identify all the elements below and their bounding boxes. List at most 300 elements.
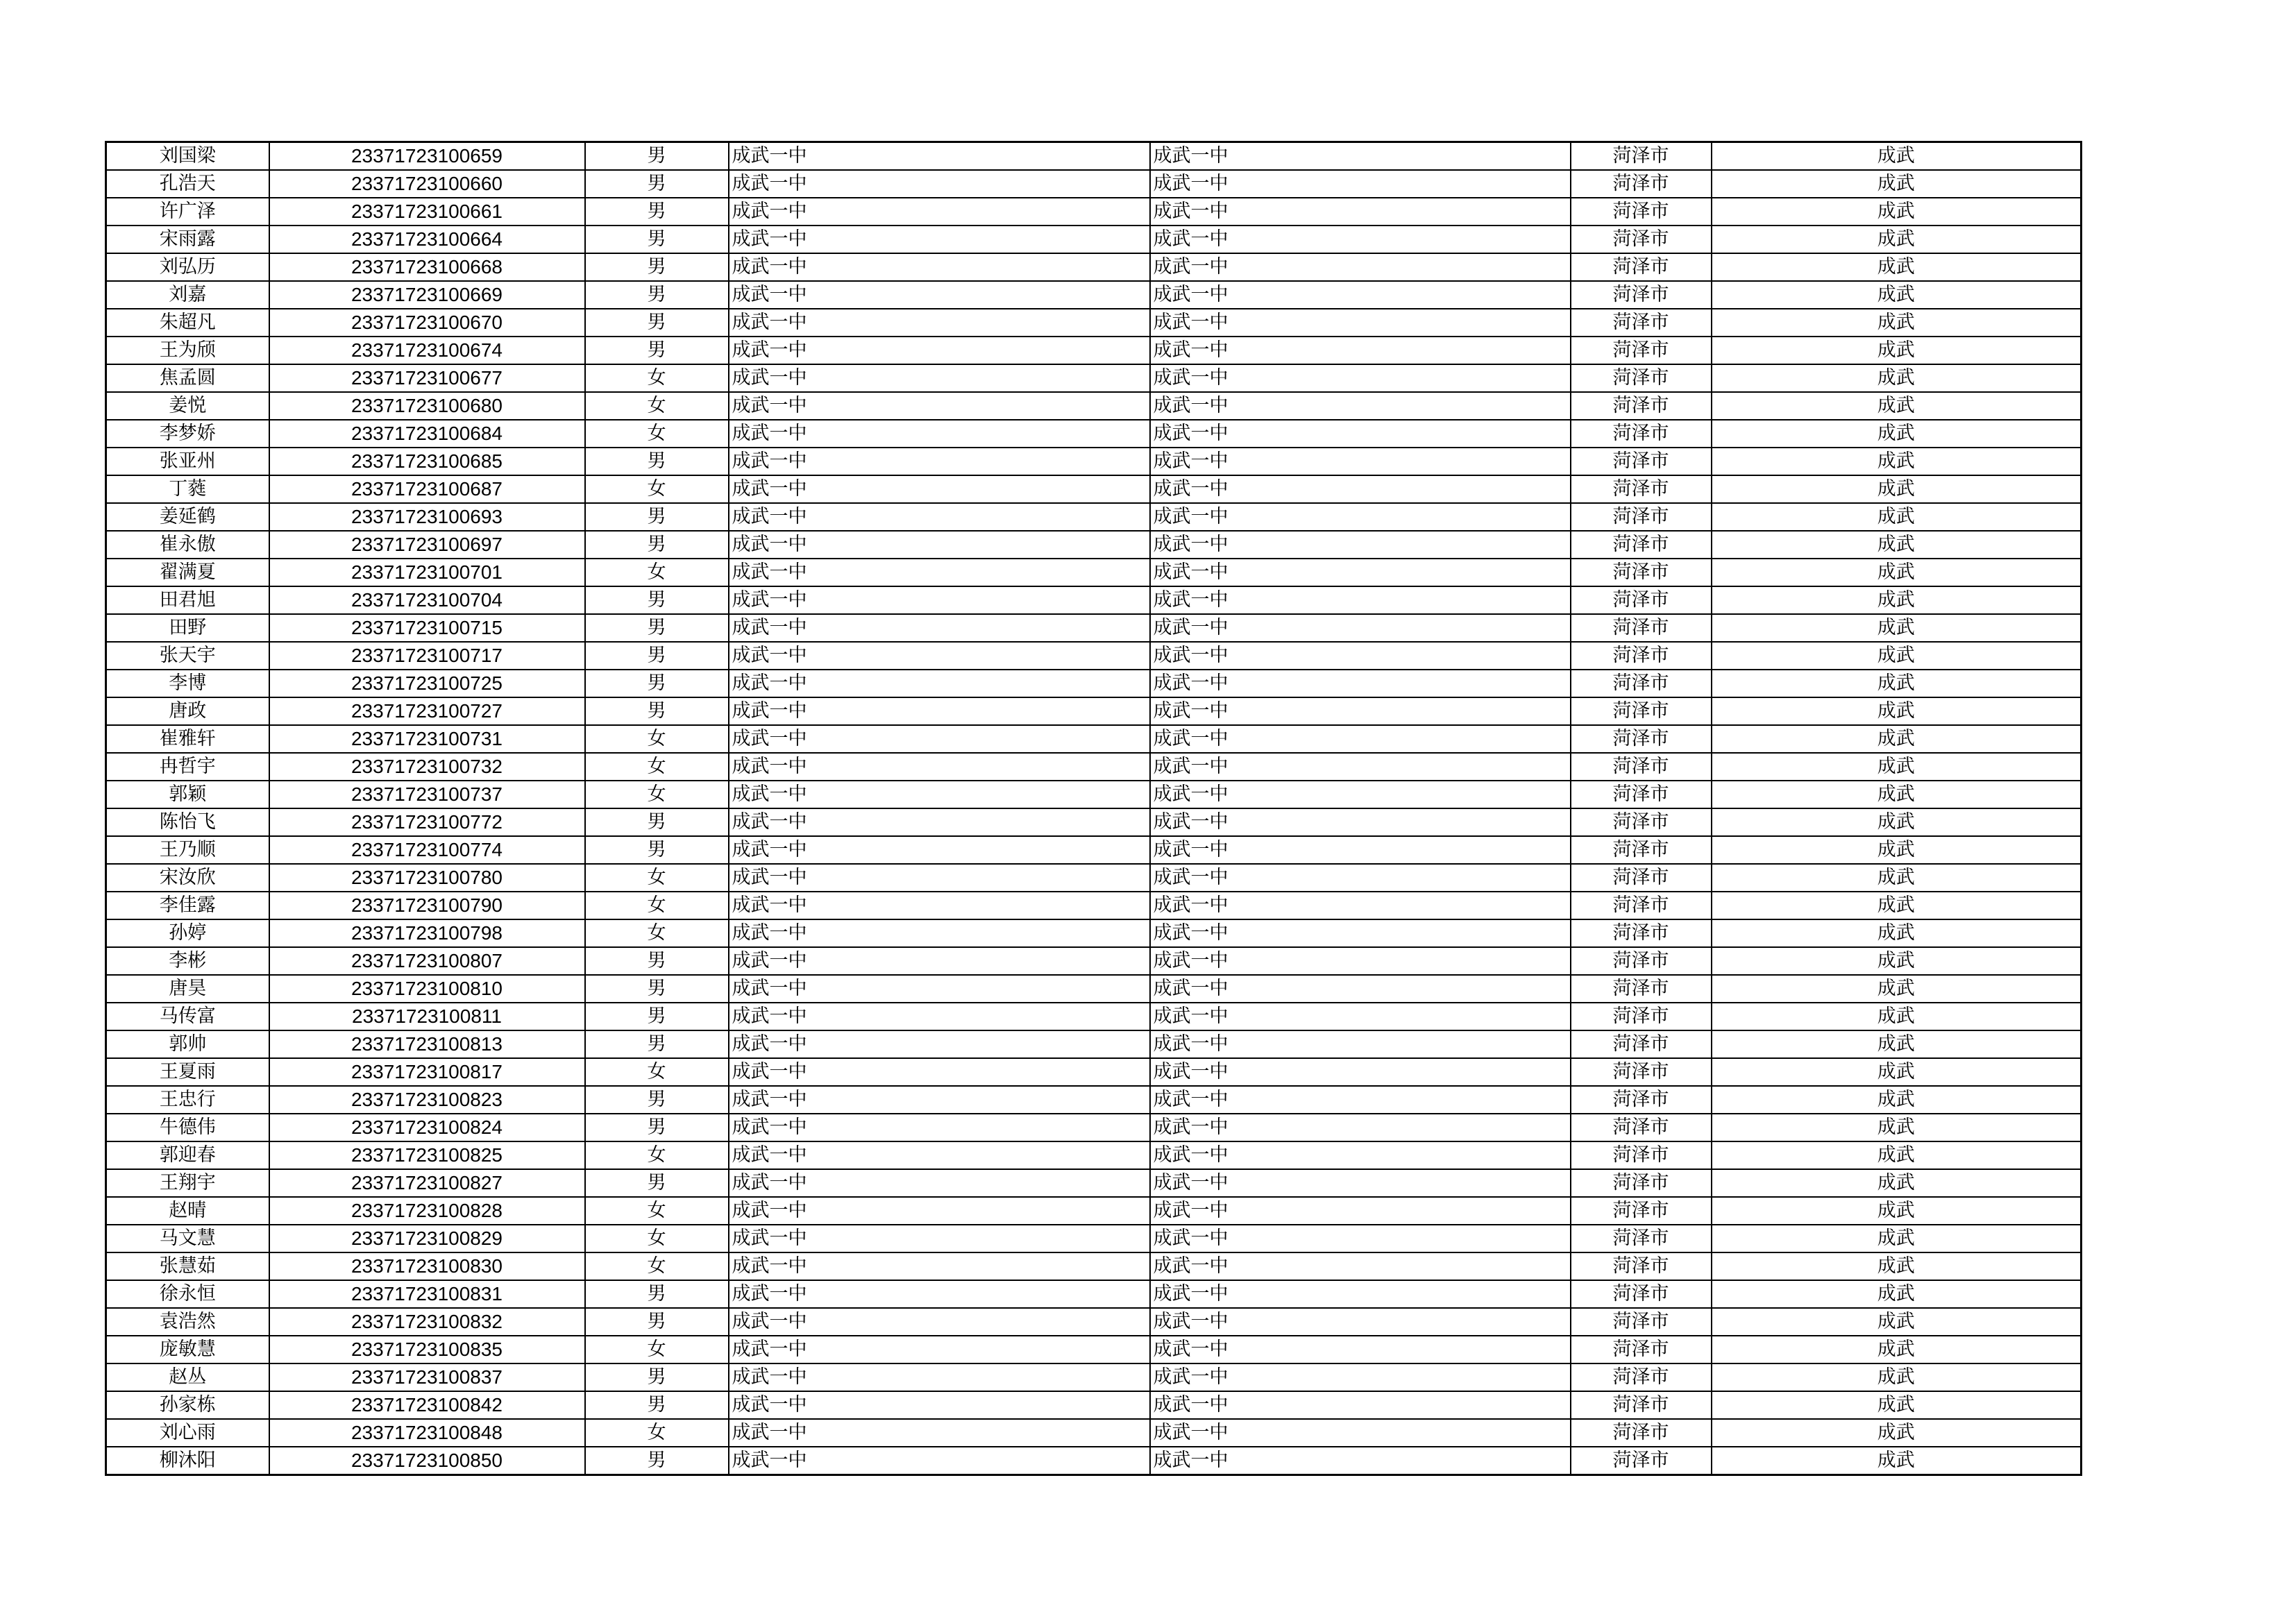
cell-school: 成武一中 — [729, 1114, 1150, 1141]
cell-county: 成武 — [1712, 1058, 2082, 1086]
cell-city: 菏泽市 — [1571, 337, 1712, 364]
cell-city: 菏泽市 — [1571, 1169, 1712, 1197]
table-row — [106, 503, 2082, 531]
cell-gender: 女 — [585, 781, 729, 808]
cell-exam-id: 23371723100670 — [269, 309, 585, 337]
cell-county: 成武 — [1712, 1197, 2082, 1225]
cell-school: 成武一中 — [729, 1363, 1150, 1391]
cell-city: 菏泽市 — [1571, 919, 1712, 947]
cell-city: 菏泽市 — [1571, 559, 1712, 586]
cell-school: 成武一中 — [729, 253, 1150, 281]
cell-exam-site: 成武一中 — [1150, 808, 1571, 836]
cell-name: 丁蕤 — [106, 475, 269, 503]
cell-gender: 男 — [585, 253, 729, 281]
cell-exam-id: 23371723100659 — [269, 142, 585, 171]
cell-exam-id: 23371723100715 — [269, 614, 585, 642]
cell-exam-site: 成武一中 — [1150, 614, 1571, 642]
cell-city: 菏泽市 — [1571, 253, 1712, 281]
table-row — [106, 226, 2082, 253]
cell-gender: 女 — [585, 364, 729, 392]
cell-exam-id: 23371723100684 — [269, 420, 585, 448]
cell-gender: 女 — [585, 1419, 729, 1447]
table-row — [106, 614, 2082, 642]
cell-school: 成武一中 — [729, 198, 1150, 226]
cell-exam-site: 成武一中 — [1150, 919, 1571, 947]
table-row — [106, 808, 2082, 836]
cell-exam-id: 23371723100817 — [269, 1058, 585, 1086]
cell-gender: 男 — [585, 503, 729, 531]
cell-school: 成武一中 — [729, 781, 1150, 808]
cell-gender: 男 — [585, 614, 729, 642]
cell-exam-site: 成武一中 — [1150, 1141, 1571, 1169]
cell-school: 成武一中 — [729, 1419, 1150, 1447]
cell-gender: 男 — [585, 170, 729, 198]
cell-name: 袁浩然 — [106, 1308, 269, 1336]
cell-city: 菏泽市 — [1571, 725, 1712, 753]
cell-city: 菏泽市 — [1571, 475, 1712, 503]
cell-gender: 男 — [585, 1280, 729, 1308]
cell-name: 姜延鹤 — [106, 503, 269, 531]
table-row — [106, 1058, 2082, 1086]
cell-exam-site: 成武一中 — [1150, 1058, 1571, 1086]
cell-school: 成武一中 — [729, 614, 1150, 642]
cell-gender: 男 — [585, 531, 729, 559]
cell-gender: 男 — [585, 1114, 729, 1141]
cell-gender: 男 — [585, 198, 729, 226]
cell-exam-site: 成武一中 — [1150, 170, 1571, 198]
cell-name: 马传富 — [106, 1003, 269, 1030]
cell-exam-site: 成武一中 — [1150, 947, 1571, 975]
cell-exam-site: 成武一中 — [1150, 586, 1571, 614]
cell-gender: 男 — [585, 142, 729, 171]
cell-county: 成武 — [1712, 253, 2082, 281]
cell-school: 成武一中 — [729, 1225, 1150, 1252]
cell-exam-id: 23371723100669 — [269, 281, 585, 309]
cell-exam-site: 成武一中 — [1150, 392, 1571, 420]
cell-city: 菏泽市 — [1571, 1336, 1712, 1363]
cell-city: 菏泽市 — [1571, 864, 1712, 892]
cell-name: 冉哲宇 — [106, 753, 269, 781]
cell-county: 成武 — [1712, 919, 2082, 947]
table-row — [106, 1419, 2082, 1447]
table-row — [106, 1086, 2082, 1114]
cell-school: 成武一中 — [729, 559, 1150, 586]
cell-school: 成武一中 — [729, 281, 1150, 309]
cell-exam-id: 23371723100829 — [269, 1225, 585, 1252]
cell-exam-id: 23371723100685 — [269, 448, 585, 475]
cell-exam-site: 成武一中 — [1150, 725, 1571, 753]
table-row — [106, 1169, 2082, 1197]
cell-school: 成武一中 — [729, 725, 1150, 753]
cell-name: 刘弘历 — [106, 253, 269, 281]
cell-exam-id: 23371723100772 — [269, 808, 585, 836]
cell-city: 菏泽市 — [1571, 503, 1712, 531]
cell-name: 陈怡飞 — [106, 808, 269, 836]
cell-exam-id: 23371723100677 — [269, 364, 585, 392]
cell-city: 菏泽市 — [1571, 281, 1712, 309]
table-row — [106, 947, 2082, 975]
cell-county: 成武 — [1712, 1114, 2082, 1141]
cell-exam-site: 成武一中 — [1150, 670, 1571, 697]
cell-school: 成武一中 — [729, 1086, 1150, 1114]
cell-county: 成武 — [1712, 1363, 2082, 1391]
cell-school: 成武一中 — [729, 975, 1150, 1003]
cell-exam-id: 23371723100842 — [269, 1391, 585, 1419]
cell-gender: 女 — [585, 1058, 729, 1086]
table-row — [106, 1252, 2082, 1280]
cell-school: 成武一中 — [729, 836, 1150, 864]
cell-name: 刘国梁 — [106, 142, 269, 171]
cell-city: 菏泽市 — [1571, 781, 1712, 808]
cell-school: 成武一中 — [729, 864, 1150, 892]
cell-county: 成武 — [1712, 670, 2082, 697]
cell-city: 菏泽市 — [1571, 392, 1712, 420]
cell-gender: 男 — [585, 1391, 729, 1419]
cell-name: 王忠行 — [106, 1086, 269, 1114]
cell-city: 菏泽市 — [1571, 1419, 1712, 1447]
cell-exam-id: 23371723100693 — [269, 503, 585, 531]
cell-school: 成武一中 — [729, 1308, 1150, 1336]
table-row — [106, 392, 2082, 420]
cell-county: 成武 — [1712, 614, 2082, 642]
cell-city: 菏泽市 — [1571, 1225, 1712, 1252]
cell-exam-id: 23371723100827 — [269, 1169, 585, 1197]
cell-school: 成武一中 — [729, 1030, 1150, 1058]
cell-city: 菏泽市 — [1571, 142, 1712, 171]
cell-gender: 男 — [585, 1447, 729, 1475]
cell-exam-site: 成武一中 — [1150, 697, 1571, 725]
cell-school: 成武一中 — [729, 392, 1150, 420]
cell-exam-id: 23371723100731 — [269, 725, 585, 753]
cell-school: 成武一中 — [729, 475, 1150, 503]
cell-city: 菏泽市 — [1571, 614, 1712, 642]
cell-county: 成武 — [1712, 142, 2082, 171]
cell-city: 菏泽市 — [1571, 892, 1712, 919]
cell-name: 崔雅轩 — [106, 725, 269, 753]
cell-name: 翟满夏 — [106, 559, 269, 586]
cell-name: 唐政 — [106, 697, 269, 725]
cell-name: 崔永傲 — [106, 531, 269, 559]
cell-city: 菏泽市 — [1571, 1363, 1712, 1391]
cell-county: 成武 — [1712, 1086, 2082, 1114]
cell-school: 成武一中 — [729, 1280, 1150, 1308]
cell-name: 柳沐阳 — [106, 1447, 269, 1475]
cell-exam-site: 成武一中 — [1150, 281, 1571, 309]
cell-exam-site: 成武一中 — [1150, 420, 1571, 448]
cell-gender: 女 — [585, 1197, 729, 1225]
cell-exam-site: 成武一中 — [1150, 1363, 1571, 1391]
table-row — [106, 919, 2082, 947]
cell-gender: 女 — [585, 475, 729, 503]
cell-school: 成武一中 — [729, 1169, 1150, 1197]
table-row — [106, 586, 2082, 614]
cell-gender: 男 — [585, 1169, 729, 1197]
cell-gender: 男 — [585, 836, 729, 864]
cell-exam-id: 23371723100774 — [269, 836, 585, 864]
cell-exam-site: 成武一中 — [1150, 309, 1571, 337]
cell-exam-site: 成武一中 — [1150, 531, 1571, 559]
table-row — [106, 836, 2082, 864]
cell-exam-site: 成武一中 — [1150, 1169, 1571, 1197]
cell-city: 菏泽市 — [1571, 1197, 1712, 1225]
cell-name: 李梦娇 — [106, 420, 269, 448]
cell-exam-id: 23371723100668 — [269, 253, 585, 281]
cell-name: 牛德伟 — [106, 1114, 269, 1141]
cell-gender: 女 — [585, 559, 729, 586]
cell-city: 菏泽市 — [1571, 642, 1712, 670]
cell-exam-site: 成武一中 — [1150, 475, 1571, 503]
cell-city: 菏泽市 — [1571, 1141, 1712, 1169]
cell-exam-site: 成武一中 — [1150, 781, 1571, 808]
cell-name: 刘心雨 — [106, 1419, 269, 1447]
cell-city: 菏泽市 — [1571, 198, 1712, 226]
cell-school: 成武一中 — [729, 226, 1150, 253]
cell-name: 许广泽 — [106, 198, 269, 226]
cell-city: 菏泽市 — [1571, 808, 1712, 836]
cell-exam-site: 成武一中 — [1150, 503, 1571, 531]
cell-exam-site: 成武一中 — [1150, 1447, 1571, 1475]
cell-exam-id: 23371723100732 — [269, 753, 585, 781]
cell-gender: 男 — [585, 1308, 729, 1336]
cell-school: 成武一中 — [729, 670, 1150, 697]
cell-exam-id: 23371723100811 — [269, 1003, 585, 1030]
table-body — [106, 142, 2082, 1475]
cell-exam-site: 成武一中 — [1150, 1391, 1571, 1419]
cell-exam-id: 23371723100823 — [269, 1086, 585, 1114]
cell-gender: 男 — [585, 1003, 729, 1030]
cell-exam-id: 23371723100807 — [269, 947, 585, 975]
cell-exam-id: 23371723100680 — [269, 392, 585, 420]
table-row — [106, 1003, 2082, 1030]
cell-name: 张天宇 — [106, 642, 269, 670]
table-row — [106, 142, 2082, 171]
cell-name: 朱超凡 — [106, 309, 269, 337]
cell-city: 菏泽市 — [1571, 1391, 1712, 1419]
cell-school: 成武一中 — [729, 1058, 1150, 1086]
table-row — [106, 1447, 2082, 1475]
cell-city: 菏泽市 — [1571, 1252, 1712, 1280]
cell-school: 成武一中 — [729, 142, 1150, 171]
cell-gender: 女 — [585, 1252, 729, 1280]
cell-school: 成武一中 — [729, 1391, 1150, 1419]
cell-gender: 男 — [585, 975, 729, 1003]
cell-gender: 男 — [585, 697, 729, 725]
table-row — [106, 448, 2082, 475]
cell-name: 孙家栋 — [106, 1391, 269, 1419]
table-row — [106, 281, 2082, 309]
table-row — [106, 1336, 2082, 1363]
cell-exam-id: 23371723100674 — [269, 337, 585, 364]
cell-exam-site: 成武一中 — [1150, 642, 1571, 670]
cell-gender: 女 — [585, 392, 729, 420]
cell-city: 菏泽市 — [1571, 1308, 1712, 1336]
cell-name: 孔浩天 — [106, 170, 269, 198]
table-row — [106, 1280, 2082, 1308]
table-row — [106, 559, 2082, 586]
cell-exam-id: 23371723100830 — [269, 1252, 585, 1280]
cell-exam-site: 成武一中 — [1150, 1114, 1571, 1141]
cell-name: 焦孟圆 — [106, 364, 269, 392]
cell-exam-site: 成武一中 — [1150, 975, 1571, 1003]
cell-county: 成武 — [1712, 781, 2082, 808]
cell-gender: 男 — [585, 808, 729, 836]
cell-county: 成武 — [1712, 170, 2082, 198]
cell-school: 成武一中 — [729, 1336, 1150, 1363]
cell-school: 成武一中 — [729, 586, 1150, 614]
cell-exam-id: 23371723100717 — [269, 642, 585, 670]
cell-exam-site: 成武一中 — [1150, 198, 1571, 226]
table-row — [106, 781, 2082, 808]
cell-school: 成武一中 — [729, 919, 1150, 947]
cell-county: 成武 — [1712, 1169, 2082, 1197]
cell-gender: 女 — [585, 725, 729, 753]
cell-exam-site: 成武一中 — [1150, 226, 1571, 253]
table-row — [106, 420, 2082, 448]
cell-city: 菏泽市 — [1571, 1114, 1712, 1141]
cell-name: 宋汝欣 — [106, 864, 269, 892]
cell-city: 菏泽市 — [1571, 836, 1712, 864]
cell-city: 菏泽市 — [1571, 947, 1712, 975]
cell-name: 马文慧 — [106, 1225, 269, 1252]
cell-exam-id: 23371723100831 — [269, 1280, 585, 1308]
cell-county: 成武 — [1712, 1308, 2082, 1336]
table-row — [106, 864, 2082, 892]
cell-school: 成武一中 — [729, 1141, 1150, 1169]
cell-name: 王乃顺 — [106, 836, 269, 864]
cell-gender: 男 — [585, 670, 729, 697]
cell-exam-id: 23371723100687 — [269, 475, 585, 503]
cell-exam-site: 成武一中 — [1150, 337, 1571, 364]
cell-exam-site: 成武一中 — [1150, 1280, 1571, 1308]
cell-name: 唐昊 — [106, 975, 269, 1003]
cell-city: 菏泽市 — [1571, 975, 1712, 1003]
cell-exam-id: 23371723100725 — [269, 670, 585, 697]
cell-gender: 男 — [585, 642, 729, 670]
cell-county: 成武 — [1712, 642, 2082, 670]
cell-gender: 男 — [585, 226, 729, 253]
cell-name: 王夏雨 — [106, 1058, 269, 1086]
cell-school: 成武一中 — [729, 1252, 1150, 1280]
table-row — [106, 337, 2082, 364]
cell-county: 成武 — [1712, 1280, 2082, 1308]
cell-city: 菏泽市 — [1571, 753, 1712, 781]
table-row — [106, 1308, 2082, 1336]
cell-name: 王翔宇 — [106, 1169, 269, 1197]
cell-gender: 男 — [585, 281, 729, 309]
cell-name: 李彬 — [106, 947, 269, 975]
cell-city: 菏泽市 — [1571, 448, 1712, 475]
cell-school: 成武一中 — [729, 1447, 1150, 1475]
cell-gender: 女 — [585, 1141, 729, 1169]
cell-name: 宋雨露 — [106, 226, 269, 253]
cell-county: 成武 — [1712, 531, 2082, 559]
cell-city: 菏泽市 — [1571, 170, 1712, 198]
cell-gender: 女 — [585, 919, 729, 947]
cell-city: 菏泽市 — [1571, 420, 1712, 448]
cell-county: 成武 — [1712, 1419, 2082, 1447]
cell-county: 成武 — [1712, 975, 2082, 1003]
cell-school: 成武一中 — [729, 697, 1150, 725]
cell-county: 成武 — [1712, 1252, 2082, 1280]
cell-city: 菏泽市 — [1571, 226, 1712, 253]
cell-exam-id: 23371723100790 — [269, 892, 585, 919]
cell-county: 成武 — [1712, 864, 2082, 892]
cell-city: 菏泽市 — [1571, 309, 1712, 337]
cell-exam-id: 23371723100832 — [269, 1308, 585, 1336]
cell-exam-id: 23371723100835 — [269, 1336, 585, 1363]
cell-exam-site: 成武一中 — [1150, 559, 1571, 586]
cell-city: 菏泽市 — [1571, 1003, 1712, 1030]
cell-name: 李博 — [106, 670, 269, 697]
cell-gender: 女 — [585, 420, 729, 448]
cell-county: 成武 — [1712, 947, 2082, 975]
cell-exam-site: 成武一中 — [1150, 836, 1571, 864]
cell-exam-site: 成武一中 — [1150, 1419, 1571, 1447]
cell-gender: 男 — [585, 309, 729, 337]
cell-exam-site: 成武一中 — [1150, 364, 1571, 392]
cell-gender: 男 — [585, 947, 729, 975]
cell-county: 成武 — [1712, 586, 2082, 614]
cell-county: 成武 — [1712, 198, 2082, 226]
cell-city: 菏泽市 — [1571, 670, 1712, 697]
cell-gender: 男 — [585, 1363, 729, 1391]
cell-county: 成武 — [1712, 808, 2082, 836]
table-row — [106, 1197, 2082, 1225]
cell-exam-id: 23371723100780 — [269, 864, 585, 892]
table-row — [106, 1391, 2082, 1419]
cell-school: 成武一中 — [729, 1003, 1150, 1030]
cell-name: 赵晴 — [106, 1197, 269, 1225]
cell-county: 成武 — [1712, 725, 2082, 753]
cell-city: 菏泽市 — [1571, 1447, 1712, 1475]
cell-city: 菏泽市 — [1571, 1280, 1712, 1308]
cell-exam-id: 23371723100813 — [269, 1030, 585, 1058]
table-row — [106, 670, 2082, 697]
cell-school: 成武一中 — [729, 642, 1150, 670]
cell-exam-id: 23371723100825 — [269, 1141, 585, 1169]
table-row — [106, 1114, 2082, 1141]
table-row — [106, 697, 2082, 725]
cell-school: 成武一中 — [729, 1197, 1150, 1225]
cell-name: 田野 — [106, 614, 269, 642]
cell-exam-site: 成武一中 — [1150, 1252, 1571, 1280]
cell-county: 成武 — [1712, 364, 2082, 392]
table-row — [106, 364, 2082, 392]
cell-school: 成武一中 — [729, 808, 1150, 836]
cell-exam-id: 23371723100701 — [269, 559, 585, 586]
cell-name: 田君旭 — [106, 586, 269, 614]
cell-gender: 女 — [585, 864, 729, 892]
table-row — [106, 1225, 2082, 1252]
table-row — [106, 1141, 2082, 1169]
cell-exam-id: 23371723100661 — [269, 198, 585, 226]
cell-city: 菏泽市 — [1571, 586, 1712, 614]
cell-name: 庞敏慧 — [106, 1336, 269, 1363]
cell-city: 菏泽市 — [1571, 364, 1712, 392]
cell-name: 张亚州 — [106, 448, 269, 475]
cell-school: 成武一中 — [729, 170, 1150, 198]
cell-county: 成武 — [1712, 1225, 2082, 1252]
cell-exam-site: 成武一中 — [1150, 1308, 1571, 1336]
cell-gender: 男 — [585, 448, 729, 475]
cell-exam-id: 23371723100660 — [269, 170, 585, 198]
cell-county: 成武 — [1712, 1447, 2082, 1475]
cell-exam-site: 成武一中 — [1150, 892, 1571, 919]
cell-exam-site: 成武一中 — [1150, 253, 1571, 281]
cell-exam-site: 成武一中 — [1150, 142, 1571, 171]
student-table — [105, 141, 2082, 1476]
cell-exam-id: 23371723100664 — [269, 226, 585, 253]
